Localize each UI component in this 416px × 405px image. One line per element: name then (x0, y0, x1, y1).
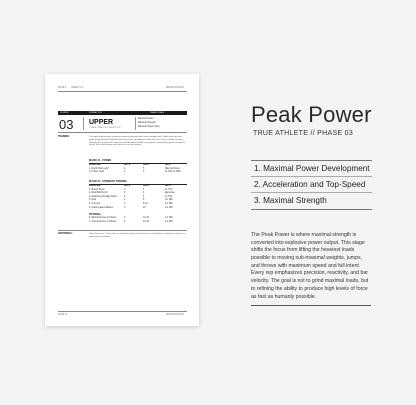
cell-sets: 3 (124, 202, 126, 205)
phase-rule (58, 132, 187, 133)
page-subtitle: TRUE ATHLETE // PHASE 03 (253, 130, 354, 137)
bar-col-source: SOURCE (60, 111, 69, 114)
cell-rest: 2-1 RM (165, 220, 173, 223)
cell-sets: 3 (124, 167, 126, 170)
training-label: TRAINING: (58, 136, 70, 138)
block1-title: BLOCK #1 - POWER (89, 160, 112, 162)
doc-header-weeks: WEEKS 1-3 (71, 87, 84, 89)
cell-reps: 12-15 (143, 220, 149, 223)
cell-exercise: 5. Cable Lateral Raises (89, 206, 113, 209)
table-row (89, 207, 187, 211)
bar-col-format: FORMAT: FIN (89, 111, 102, 114)
table-row (89, 221, 187, 225)
cell-exercise: 4. Curl ups (89, 202, 101, 205)
cell-exercise: b. Med Ball Punch (89, 192, 108, 195)
phase-divider (83, 117, 84, 130)
cell-reps: 4 (143, 192, 145, 195)
cell-exercise: 3. Dips (89, 199, 97, 202)
phase-number: 03 (59, 117, 74, 132)
doc-footer-brand: DRIVE ATHLETE (166, 314, 184, 316)
cell-sets: 4 (124, 195, 126, 198)
col-reps: REPS (143, 164, 150, 166)
cell-rest: 2-1 RM (165, 202, 173, 205)
training-text: The upper body session combines explosive pressing with heavy strength work. Depth push-ups and upper body plyometric drills develop rate of force development while the bench press anchors maximal strength. Accessory work keeps the shoulder girdle healthy and supports continued progress through the phase. Rest fully between sets and focus on bar velocity. (89, 136, 186, 147)
cell-rest: Explosive (165, 192, 175, 195)
list-item: 2. Acceleration and Top-Speed (251, 177, 372, 193)
doc-footer-page: PAGE 10 (58, 314, 68, 316)
col-exercise: EXERCISE (89, 164, 101, 166)
doc-header-zone: ZONE 3 (58, 87, 67, 89)
cell-rest: 2-1 RM (165, 206, 173, 209)
cell-sets: 4 (124, 192, 126, 195)
col-sets: SETS (124, 185, 130, 187)
cell-sets: 2 (124, 217, 126, 219)
cell-rest: At 77% (165, 188, 173, 191)
block2-title: BLOCK #2 - STRENGTH TRAINING (89, 181, 127, 183)
cell-reps: 4 (143, 195, 145, 198)
cell-sets: 3 (124, 199, 126, 202)
cell-exercise: 2. Power Jerks (89, 171, 105, 174)
doc-header-brand: DRIVE ATHLETE (166, 87, 184, 89)
cell-reps: 12-15 (143, 217, 149, 219)
phase-subtitle: POWER, PEAK FOR COMPETITION (89, 127, 121, 129)
phase-header-bar (58, 111, 187, 115)
program-document-page (45, 74, 199, 326)
cell-exercise: 7. Core Exercise of Choice (89, 220, 117, 223)
goal-1: Maximal Power (138, 118, 154, 120)
cell-exercise: 1. Depth Push-ups* (89, 167, 109, 170)
cell-exercise: 1. Bench Press (89, 188, 105, 191)
goals-divider (135, 117, 136, 130)
cell-sets: 3 (124, 206, 126, 209)
optional-table (89, 217, 187, 224)
cell-sets: 4 (124, 188, 126, 191)
list-item: 1. Maximal Power Development (251, 161, 372, 177)
col-reps: REPS (143, 185, 150, 187)
list-item: 3. Maximal Strength (254, 196, 327, 205)
cell-rest: 2-1 RM (165, 217, 173, 219)
block2-table (89, 185, 187, 210)
additional-label: ADDITIONAL: (58, 233, 73, 235)
page-title: Peak Power (251, 102, 372, 127)
col-exercise: EXERCISE (89, 185, 101, 187)
cell-reps: 8 (143, 199, 145, 202)
cell-reps: 3 (143, 171, 145, 174)
cell-reps: 5 (143, 167, 145, 170)
focus-list (251, 160, 372, 210)
cell-rest: Maximal Intent (165, 167, 180, 170)
goal-3: Maximal Hypertrophy (138, 126, 160, 128)
phase-description: The Peak Power is where maximal strength is converted into explosive power output. This stage shifts the focus from lifting the heaviest loads possible to moving sub-maximal weights, jumps, and throws with maximum speed and full intent. Every rep emphasizes precision, reactivity, and bar velocity. The goal is not to grind maximal loads, but to refining the ability to produce high levels of force as fast as humanly possible. (251, 232, 369, 300)
doc-footer-rule (58, 311, 187, 312)
cell-sets: 4 (124, 171, 126, 174)
additional-rule (58, 230, 187, 231)
col-rest: REST (165, 185, 172, 187)
block1-table (89, 164, 187, 175)
goal-2: Maximal Strength (138, 122, 156, 124)
cell-rest: At 75% (165, 195, 173, 198)
additional-text: Depth Push-ups* = Drop from an elevated surface, absorb the force and perform a plyometric push-up as explosively as possible. (89, 233, 186, 238)
cell-exercise: 2. Explosive Pendlay Rows (89, 195, 117, 198)
cell-reps: 4 (143, 188, 145, 191)
cell-rest: At 70% of 1RM (165, 171, 181, 174)
cell-reps: 8-10 (143, 202, 148, 205)
cell-reps: 12 (143, 206, 146, 209)
cell-sets: 3 (124, 220, 126, 223)
col-rest: REST (165, 164, 172, 166)
phase-name: UPPER (89, 119, 114, 126)
table-row (89, 171, 187, 175)
col-sets: SETS (124, 164, 130, 166)
cell-exercise: 6. Wrist Exercise of Choice (89, 217, 117, 219)
doc-header-rule (58, 91, 187, 92)
description-rule (251, 305, 371, 306)
cell-rest: 2-1 RM (165, 199, 173, 202)
bar-col-goals: PHASE GOALS (150, 111, 165, 114)
optional-title: OPTIONAL: (89, 214, 102, 216)
